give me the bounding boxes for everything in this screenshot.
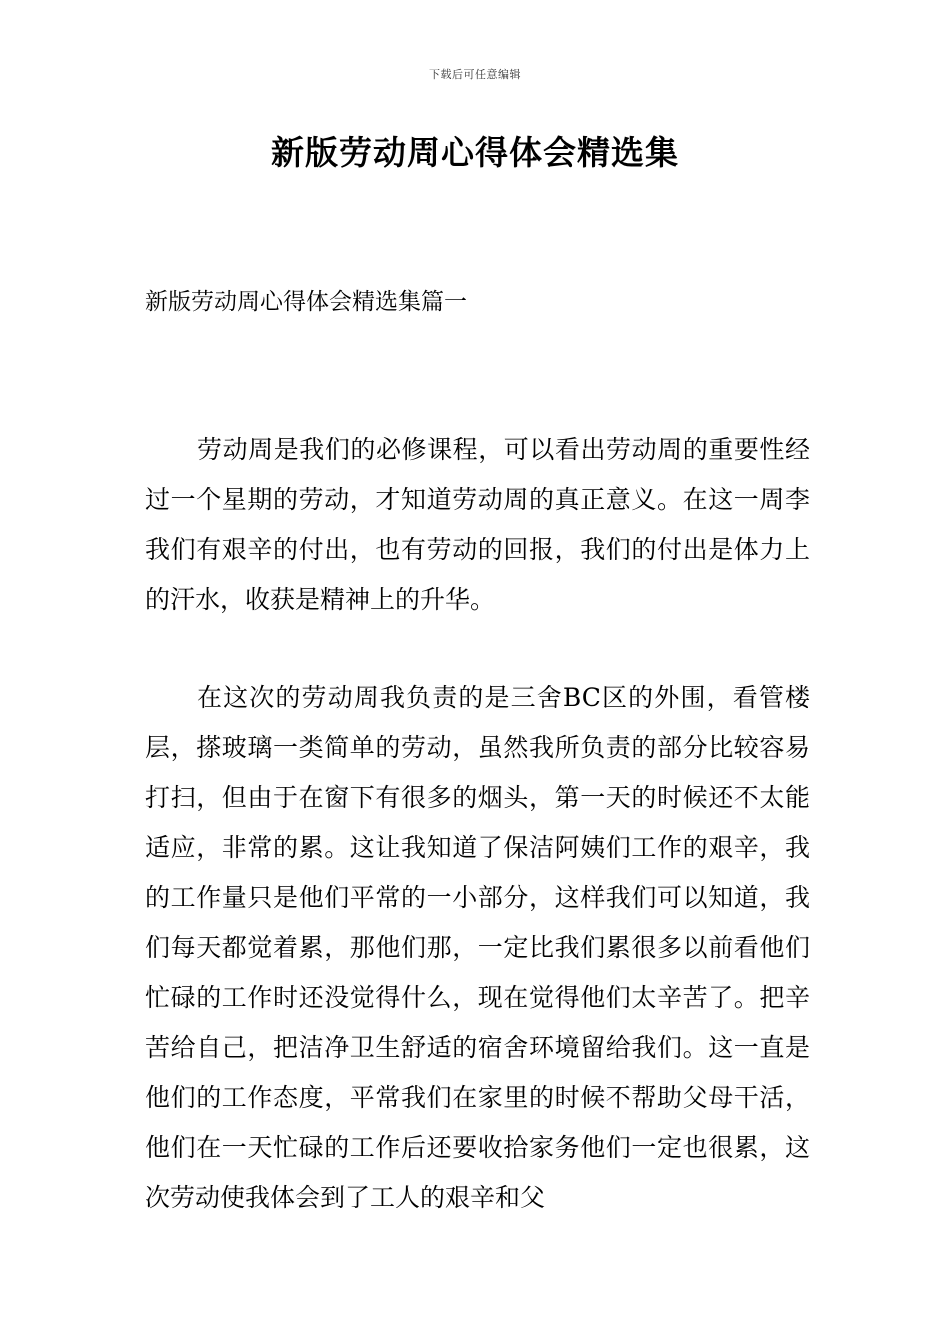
body-paragraph-2 (145, 673, 810, 1223)
section-heading: 新版劳动周心得体会精选集篇一 (145, 289, 467, 315)
paragraph-text: 在这次的劳动周我负责的是三舍BC区的外围，看管楼层，搽玻璃一类简单的劳动，虽然我所负责的部分比较容易打扫，但由于在窗下有很多的烟头，第一天的时候还不太能适应，非常的累。这让我知道了保洁阿姨们工作的艰辛，我的工作量只是他们平常的一小部分，这样我们可以知道，我们每天都觉着累，那他们那，一定比我们累很多以前看他们忙碌的工作时还没觉得什么，现在觉得他们太辛苦了。把辛苦给自己，把洁净卫生舒适的宿舍环境留给我们。这一直是他们的工作态度，平常我们在家里的时候不帮助父母干活，他们在一天忙碌的工作后还要收拾家务他们一定也很累，这次劳动使我体会到了工人的艰辛和父 (145, 683, 810, 1212)
header-note: 下载后可任意编辑 (429, 68, 521, 81)
paragraph-text: 劳动周是我们的必修课程，可以看出劳动周的重要性经过一个星期的劳动，才知道劳动周的真正意义。在这一周李我们有艰辛的付出，也有劳动的回报，我们的付出是体力上的汗水，收获是精神上的升华。 (145, 435, 810, 614)
document-title: 新版劳动周心得体会精选集 (271, 133, 679, 172)
body-paragraph-1 (145, 425, 810, 625)
